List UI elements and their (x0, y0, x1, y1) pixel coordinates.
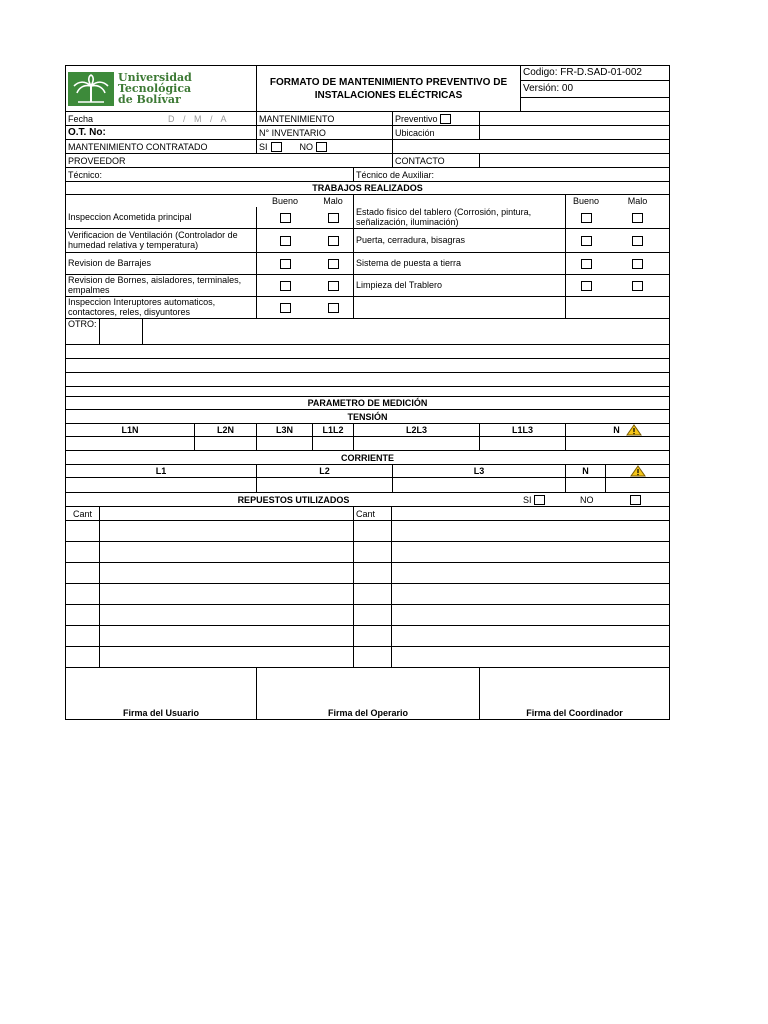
blank-line[interactable] (66, 373, 669, 387)
cant-input[interactable] (354, 542, 392, 562)
fecha-label: Fecha (68, 113, 94, 124)
blank-line[interactable] (66, 345, 669, 359)
warning-icon (626, 424, 642, 436)
repuestos-si-checkbox[interactable] (534, 495, 545, 505)
right-malo-checkbox[interactable] (632, 281, 643, 291)
tension-title: TENSIÓN (347, 411, 388, 422)
repuesto-row (66, 563, 669, 584)
repuesto-row (66, 605, 669, 626)
form-code: Codigo: FR-D.SAD-01-002 (521, 66, 669, 81)
trabajos-title: TRABAJOS REALIZADOS (312, 183, 423, 193)
corriente-value[interactable] (393, 478, 566, 492)
ot-label: O.T. No: (66, 126, 257, 139)
repuestos-header (66, 493, 669, 507)
tension-col: L1L3 (480, 424, 566, 436)
ubicacion-label: Ubicación (393, 126, 480, 139)
cant-input[interactable] (66, 626, 100, 646)
trabajo-right-item (354, 297, 566, 318)
repuesto-row (66, 521, 669, 542)
mantenimiento-label: MANTENIMIENTO (257, 112, 393, 125)
repuesto-input[interactable] (392, 542, 669, 562)
left-bueno-checkbox[interactable] (280, 213, 291, 223)
corriente-title: CORRIENTE (340, 452, 394, 463)
otro-short-input[interactable] (100, 319, 143, 344)
tension-col: L1L2 (313, 424, 354, 436)
cant-input[interactable] (66, 563, 100, 583)
trabajo-right-item: Puerta, cerradura, bisagras (354, 229, 566, 252)
palm-tree-icon (68, 72, 114, 106)
cant-input[interactable] (66, 542, 100, 562)
university-name-1: Universidad (118, 71, 192, 84)
cant-input[interactable] (354, 584, 392, 604)
corriente-columns (66, 465, 669, 478)
tension-value[interactable] (195, 437, 257, 450)
left-bueno-checkbox[interactable] (280, 281, 291, 291)
left-bueno-checkbox[interactable] (280, 303, 291, 313)
university-name-3: de Bolívar (118, 93, 181, 106)
form-title (257, 66, 521, 111)
right-malo-checkbox[interactable] (632, 236, 643, 246)
preventivo-checkbox[interactable] (440, 114, 451, 124)
left-malo-checkbox[interactable] (328, 259, 339, 269)
cant-input[interactable] (66, 584, 100, 604)
trabajo-left-item: Revision de Barrajes (66, 253, 257, 274)
corriente-value[interactable] (606, 478, 669, 492)
corriente-value[interactable] (566, 478, 606, 492)
repuesto-row (66, 647, 669, 668)
firma-usuario[interactable]: Firma del Usuario (66, 668, 257, 719)
repuestos-no-checkbox[interactable] (630, 495, 641, 505)
tension-col: L2L3 (354, 424, 480, 436)
tension-header (66, 410, 669, 424)
tension-col: N (613, 425, 620, 435)
trabajos-subheader (66, 195, 669, 207)
row-tecnico (66, 168, 669, 182)
tension-value[interactable] (313, 437, 354, 450)
tension-value[interactable] (566, 437, 669, 450)
trabajo-right-item: Sistema de puesta a tierra (354, 253, 566, 274)
repuesto-row (66, 542, 669, 563)
trabajo-row (66, 253, 669, 275)
otro-row (66, 319, 669, 345)
repuestos-title: REPUESTOS UTILIZADOS (237, 494, 350, 505)
repuesto-input[interactable] (392, 647, 669, 667)
code-cell (521, 66, 669, 111)
preventivo-value[interactable] (480, 112, 669, 125)
cant-input[interactable] (66, 605, 100, 625)
left-malo-checkbox[interactable] (328, 303, 339, 313)
tension-value[interactable] (257, 437, 313, 450)
corriente-col: L2 (257, 465, 393, 477)
repuesto-input[interactable] (392, 605, 669, 625)
bueno-header-right: Bueno (572, 196, 600, 206)
trabajo-row (66, 207, 669, 229)
cant-input[interactable] (354, 605, 392, 625)
tension-values (66, 437, 669, 451)
repuesto-input[interactable] (100, 647, 354, 667)
university-logo (68, 72, 192, 106)
left-bueno-checkbox[interactable] (280, 259, 291, 269)
tecnico-label: Técnico: (66, 168, 354, 181)
trabajo-left-item: Inspeccion Acometida principal (66, 207, 257, 228)
tension-col: L2N (195, 424, 257, 436)
date-input[interactable]: D / M / A (168, 113, 230, 124)
contratado-no-label: NO (299, 141, 314, 152)
tension-col: L1N (66, 424, 195, 436)
contacto-label: CONTACTO (393, 154, 480, 167)
otro-input[interactable] (143, 319, 669, 344)
repuesto-input[interactable] (100, 542, 354, 562)
repuesto-input[interactable] (100, 563, 354, 583)
maintenance-form (65, 65, 670, 720)
corriente-values (66, 478, 669, 493)
right-malo-checkbox[interactable] (632, 259, 643, 269)
trabajo-left-item: Revision de Bornes, aisladores, terminales, empalmes (66, 275, 257, 296)
trabajos-header (66, 182, 669, 195)
title-line-1: FORMATO DE MANTENIMIENTO PREVENTIVO DE (269, 76, 508, 88)
corriente-value[interactable] (257, 478, 393, 492)
inventario-label: N° INVENTARIO (257, 126, 393, 139)
university-name-2: Tecnológica (118, 82, 192, 95)
row-fecha (66, 112, 669, 126)
repuesto-row (66, 626, 669, 647)
repuesto-input[interactable] (392, 584, 669, 604)
corriente-header (66, 451, 669, 465)
cant-header-left: Cant (66, 507, 100, 520)
trabajo-left-item: Inspeccion Interuptores automaticos, contactores, reles, disyuntores (66, 297, 257, 318)
corriente-col: L1 (66, 465, 257, 477)
left-malo-checkbox[interactable] (328, 236, 339, 246)
right-bueno-checkbox[interactable] (581, 259, 592, 269)
repuestos-columns (66, 507, 669, 521)
corriente-col: L3 (393, 465, 566, 477)
tension-value[interactable] (354, 437, 480, 450)
corriente-col: N (566, 465, 606, 477)
repuesto-input[interactable] (100, 605, 354, 625)
medicion-title: PARAMETRO DE MEDICIÓN (307, 398, 428, 408)
repuesto-input[interactable] (392, 626, 669, 646)
medicion-header (66, 397, 669, 410)
malo-header-right: Malo (627, 196, 648, 206)
contratado-si-checkbox[interactable] (271, 142, 282, 152)
blank-line[interactable] (66, 387, 669, 397)
trabajo-left-item: Verificacion de Ventilación (Controlador de humedad relativa y temperatura) (66, 229, 257, 252)
row-contratado (66, 140, 669, 154)
cant-input[interactable] (354, 626, 392, 646)
bueno-header-left: Bueno (271, 196, 299, 206)
left-malo-checkbox[interactable] (328, 281, 339, 291)
malo-header-left: Malo (313, 195, 354, 207)
right-malo-checkbox[interactable] (632, 213, 643, 223)
contratado-si-label: SI (259, 141, 268, 152)
left-malo-checkbox[interactable] (328, 213, 339, 223)
trabajo-row (66, 275, 669, 297)
cant-input[interactable] (66, 647, 100, 667)
right-bueno-checkbox[interactable] (581, 236, 592, 246)
right-bueno-checkbox[interactable] (581, 213, 592, 223)
tension-value[interactable] (66, 437, 195, 450)
cant-input[interactable] (354, 563, 392, 583)
trabajo-right-item: Limpieza del Trablero (354, 275, 566, 296)
repuesto-row (66, 584, 669, 605)
repuesto-input[interactable] (392, 563, 669, 583)
form-header (66, 66, 669, 112)
proveedor-label: PROVEEDOR (66, 154, 393, 167)
tension-value[interactable] (480, 437, 566, 450)
tension-columns (66, 424, 669, 437)
preventivo-label: Preventivo (395, 113, 438, 124)
blank-line[interactable] (66, 359, 669, 373)
ubicacion-value[interactable] (480, 126, 669, 139)
otro-label: OTRO: (66, 319, 100, 344)
corriente-value[interactable] (66, 478, 257, 492)
logo-cell (66, 66, 257, 111)
repuesto-input[interactable] (392, 521, 669, 541)
contratado-label: MANTENIMIENTO CONTRATADO (66, 140, 257, 153)
firma-operario[interactable]: Firma del Operario (257, 668, 480, 719)
repuesto-input[interactable] (100, 626, 354, 646)
row-proveedor (66, 154, 669, 168)
repuestos-no-label: NO (580, 494, 594, 505)
contratado-value[interactable] (393, 140, 669, 153)
firma-coordinador[interactable]: Firma del Coordinador (526, 708, 623, 718)
trabajo-row (66, 297, 669, 319)
repuestos-si-label: SI (523, 494, 532, 505)
repuesto-input[interactable] (100, 521, 354, 541)
cant-input[interactable] (354, 647, 392, 667)
repuesto-input[interactable] (100, 584, 354, 604)
tecnico-auxiliar-label: Técnico de Auxiliar: (356, 169, 435, 180)
trabajo-right-item: Estado fisico del tablero (Corrosión, pintura, señalización, iluminación) (354, 207, 566, 228)
cant-input[interactable] (66, 521, 100, 541)
cant-header-right: Cant (354, 507, 392, 520)
warning-icon (630, 465, 646, 477)
left-bueno-checkbox[interactable] (280, 236, 291, 246)
right-bueno-checkbox[interactable] (581, 281, 592, 291)
title-line-2: INSTALACIONES ELÉCTRICAS (314, 89, 463, 101)
row-ot (66, 126, 669, 140)
cant-input[interactable] (354, 521, 392, 541)
contratado-no-checkbox[interactable] (316, 142, 327, 152)
form-version: Versión: 00 (521, 81, 669, 98)
signatures-row (66, 668, 669, 719)
contacto-value[interactable] (480, 154, 669, 167)
trabajo-row (66, 229, 669, 253)
tension-col: L3N (257, 424, 313, 436)
